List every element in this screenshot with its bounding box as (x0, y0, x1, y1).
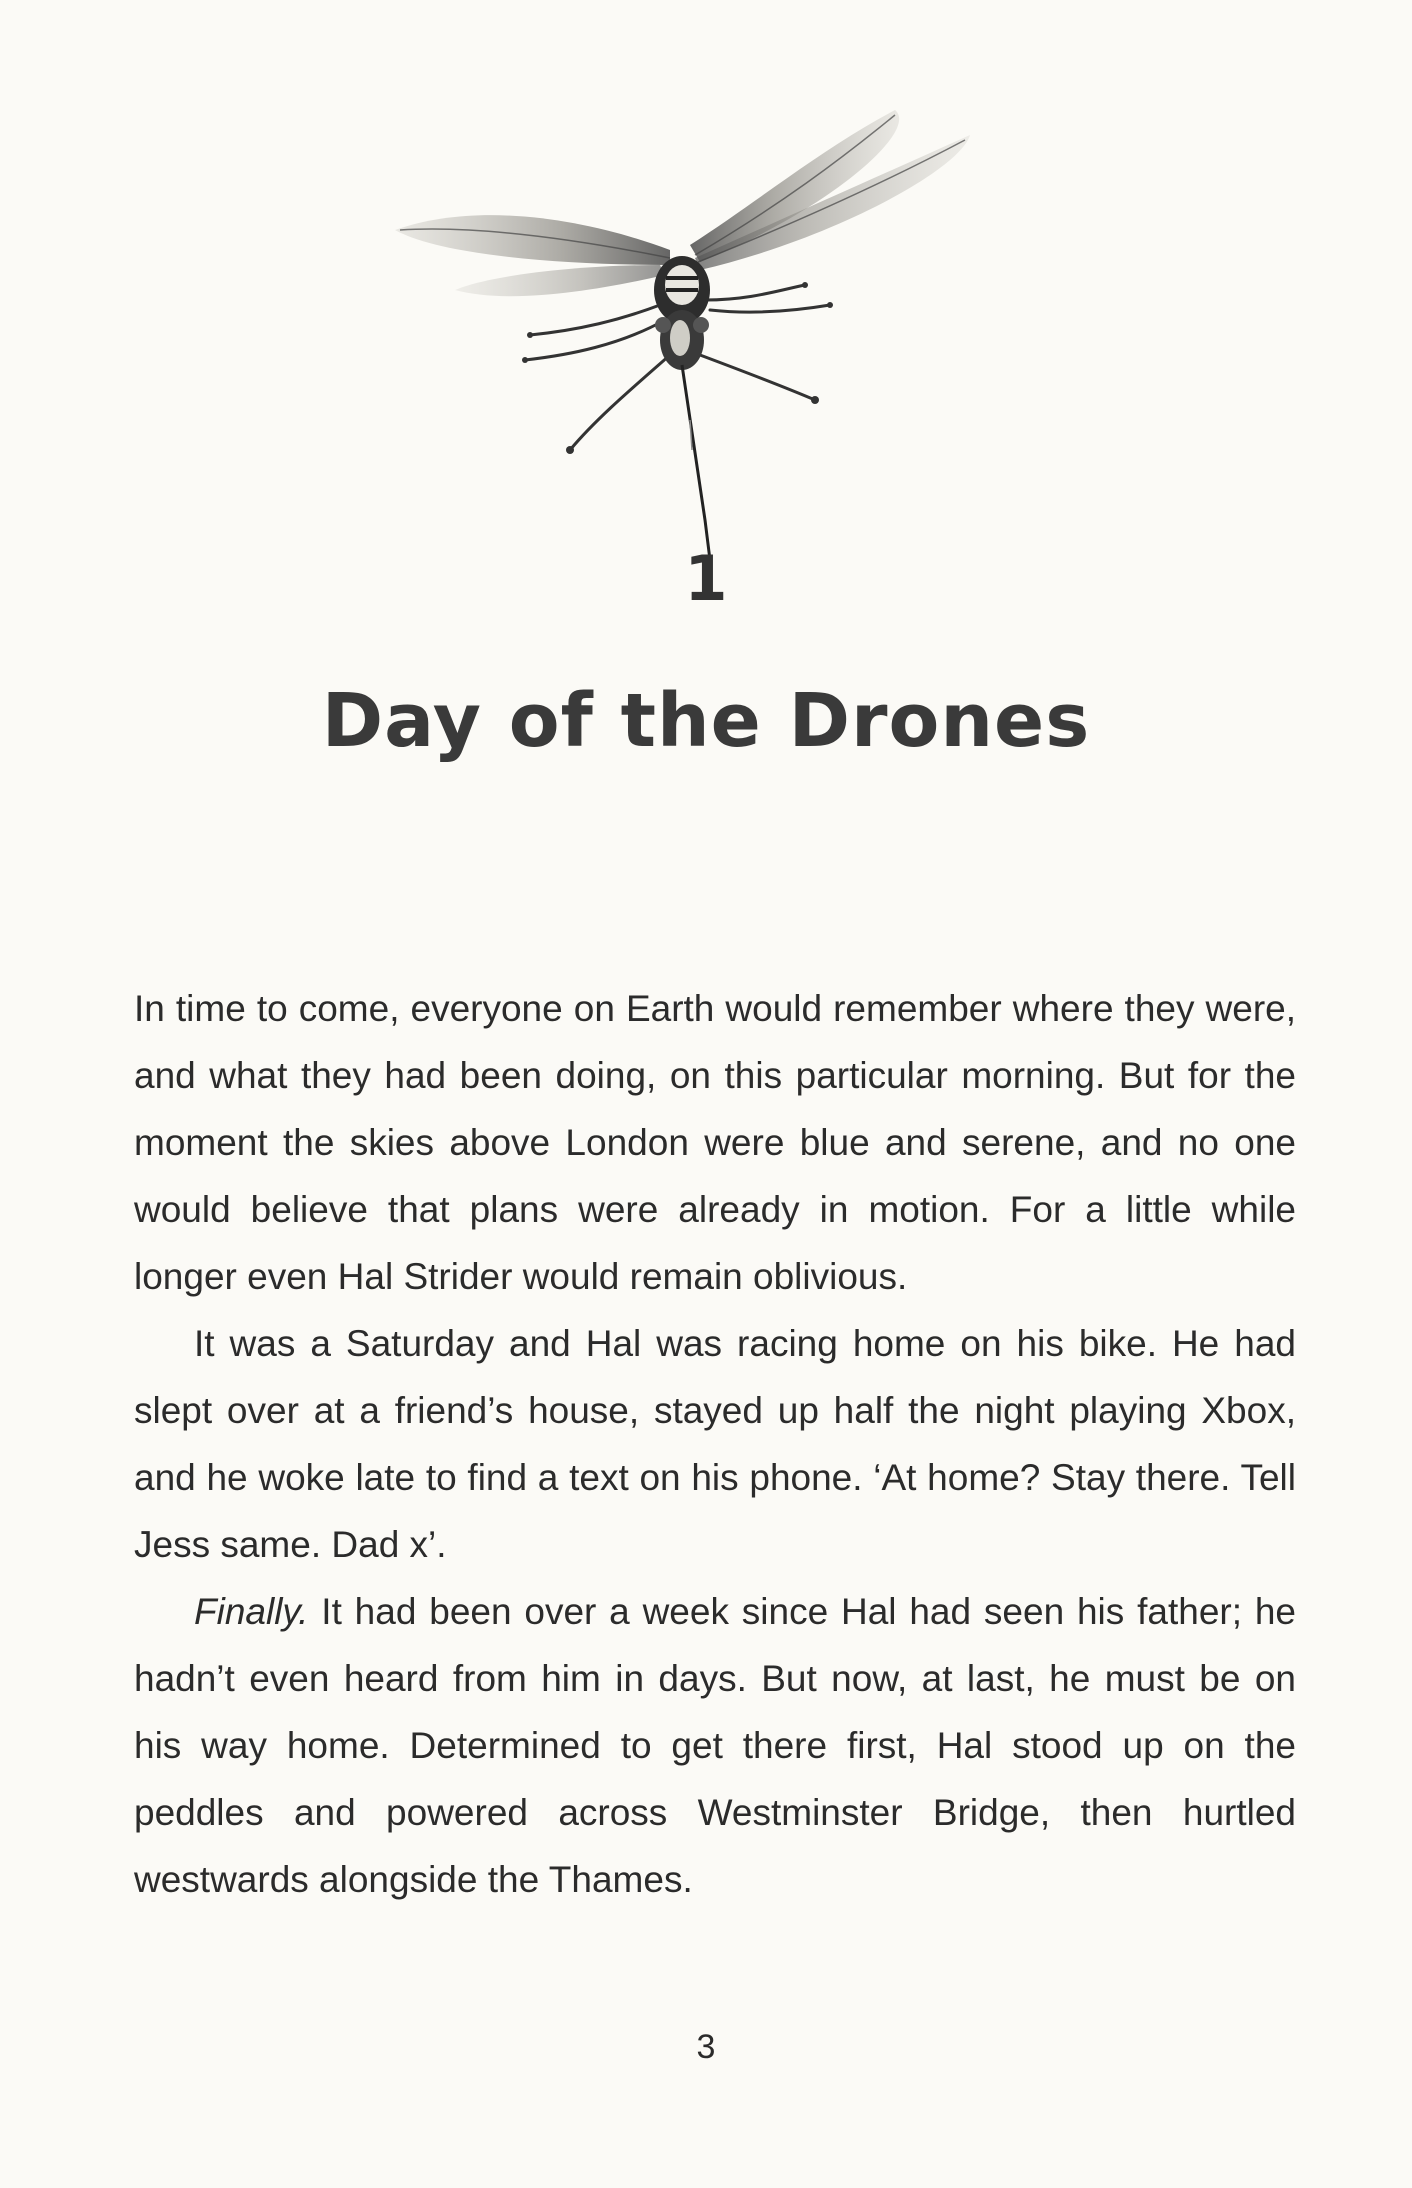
chapter-body (134, 975, 1296, 1913)
paragraph-3-text: It had been over a week since Hal had seen his father; he hadn’t even heard from him in days. But now, at last, he must be on his way home. Determined to get there first, Hal stood up on the peddles and powered across Westminster Bridge, then hurtled westwards alongside the Thames. (134, 1591, 1296, 1900)
paragraph-2: It was a Saturday and Hal was racing home on his bike. He had slept over at a friend’s house, stayed up half the night playing Xbox, and he woke late to find a text on his phone. ‘At home? Stay there. Tell Jess same. Dad x’. (134, 1323, 1296, 1565)
paragraph-1: In time to come, everyone on Earth would remember where they were, and what they had been doing, on this particular morning. But for the moment the skies above London were blue and serene, and no one would believe that plans were already in motion. For a little while longer even Hal Strider would remain oblivious. (134, 988, 1296, 1297)
page-number: 3 (696, 2028, 716, 2066)
paragraph-3 (134, 1578, 1296, 1913)
paragraph-3-lead-italic: Finally. (194, 1591, 309, 1632)
chapter-title: Day of the Drones (321, 678, 1091, 764)
chapter-number: 1 (684, 542, 728, 615)
